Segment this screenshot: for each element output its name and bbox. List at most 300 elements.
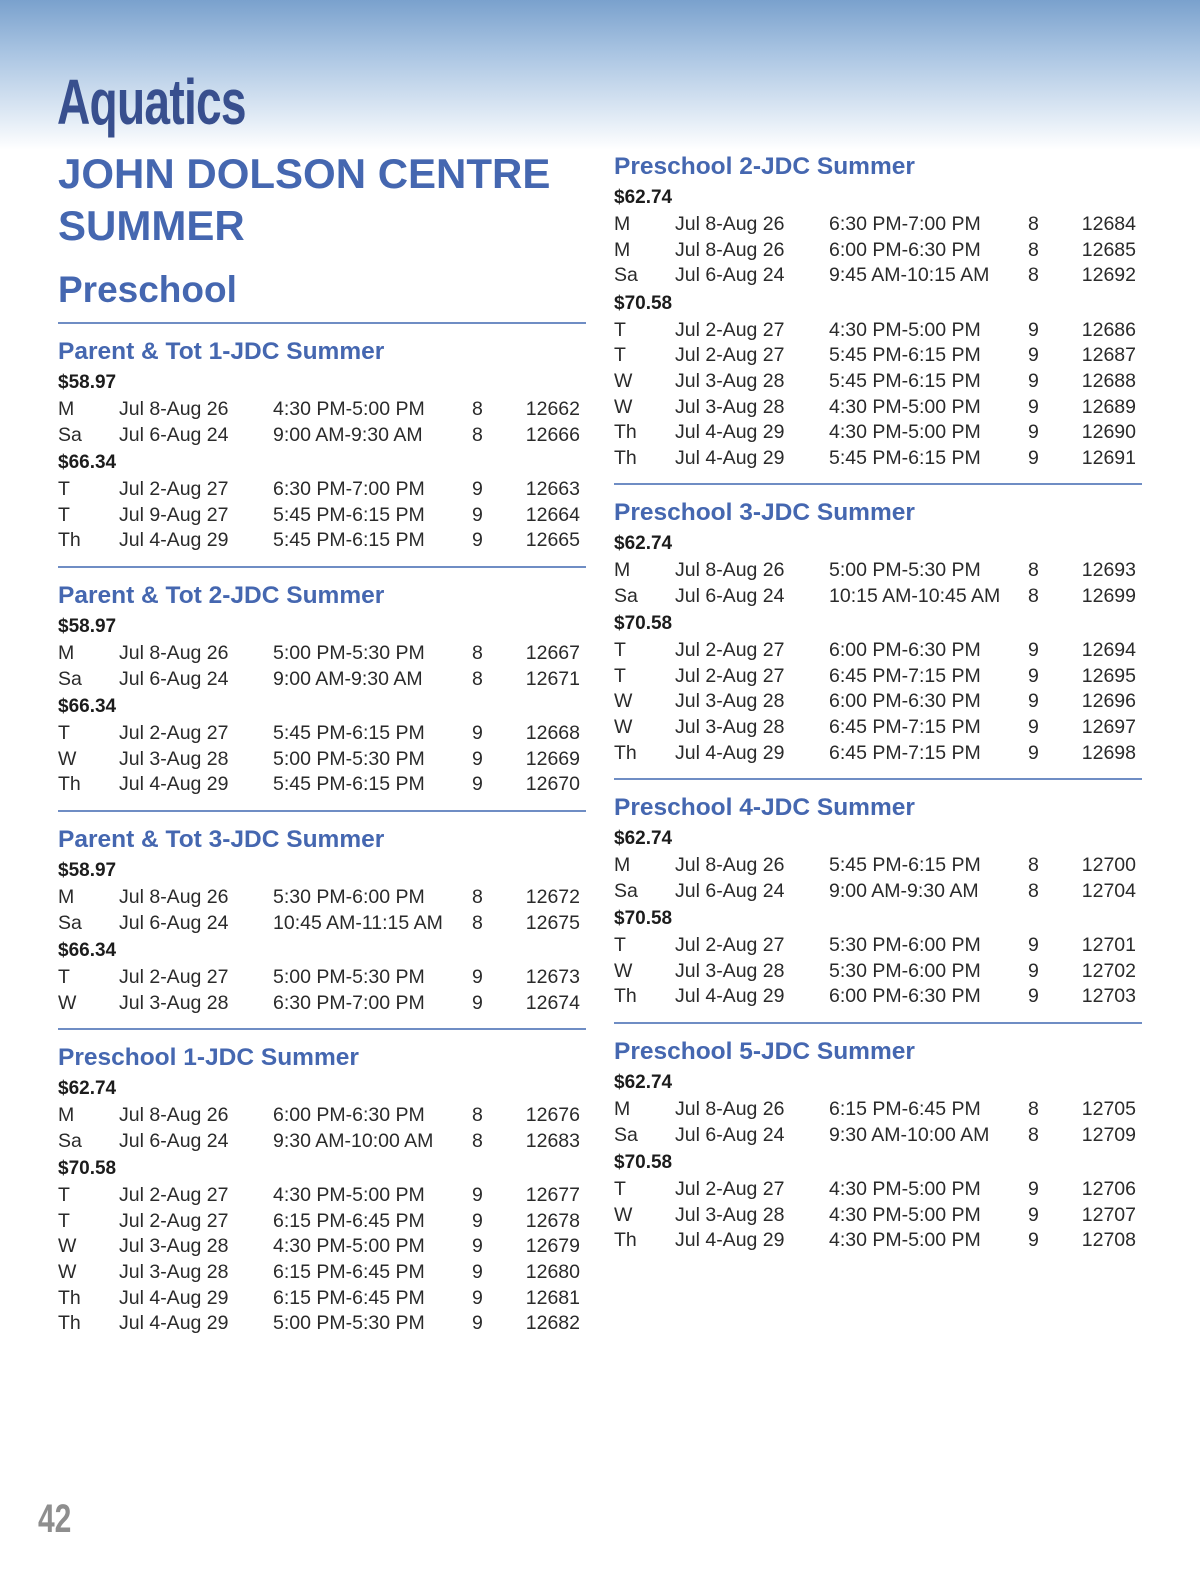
dates-cell: Jul 6-Aug 24 — [119, 911, 229, 934]
schedule-row — [58, 721, 586, 747]
schedule-row — [58, 1260, 586, 1286]
dates-cell: Jul 8-Aug 26 — [675, 213, 785, 235]
price-label: $62.74 — [614, 1072, 673, 1093]
dates-cell: Jul 8-Aug 26 — [675, 559, 785, 581]
schedule-row — [614, 984, 1142, 1010]
program-title: Parent & Tot 2-JDC Summer — [58, 582, 385, 609]
dates-cell: Jul 6-Aug 24 — [675, 1123, 785, 1146]
time-cell: 6:15 PM-6:45 PM — [273, 1286, 425, 1309]
section-divider — [58, 1028, 586, 1030]
day-cell: Th — [614, 741, 637, 764]
sessions-cell: 9 — [1028, 1229, 1039, 1252]
price-label: $70.58 — [614, 613, 673, 635]
price-label: $70.58 — [614, 908, 673, 930]
time-cell: 6:00 PM-6:30 PM — [829, 639, 981, 662]
course-code-cell: 12683 — [525, 1129, 580, 1152]
schedule-row — [614, 238, 1142, 264]
course-code-cell: 12669 — [525, 747, 580, 770]
sessions-cell: 8 — [1028, 854, 1039, 876]
schedule-row — [614, 959, 1142, 985]
day-cell: Sa — [614, 264, 638, 287]
time-cell: 5:45 PM-6:15 PM — [273, 773, 425, 796]
dates-cell: Jul 3-Aug 28 — [675, 1203, 785, 1226]
dates-cell: Jul 4-Aug 29 — [675, 985, 785, 1008]
price-label: $62.74 — [614, 187, 673, 208]
day-cell: Sa — [614, 584, 638, 607]
sessions-cell: 9 — [1028, 1178, 1039, 1201]
schedule-row — [614, 446, 1142, 472]
sessions-cell: 9 — [1028, 446, 1039, 469]
day-cell: T — [614, 639, 626, 662]
time-cell: 4:30 PM-5:00 PM — [273, 1235, 425, 1258]
program-block — [614, 1036, 1142, 1254]
time-cell: 5:45 PM-6:15 PM — [273, 529, 425, 552]
sessions-cell: 8 — [472, 667, 483, 690]
day-cell: M — [614, 1098, 631, 1120]
day-cell: T — [614, 1178, 626, 1201]
schedule-row — [614, 395, 1142, 421]
day-cell: W — [58, 747, 77, 770]
day-cell: T — [614, 934, 626, 957]
course-code-cell: 12699 — [1081, 584, 1136, 607]
sessions-cell: 8 — [1028, 879, 1039, 902]
sessions-cell: 9 — [1028, 664, 1039, 687]
time-cell: 6:00 PM-6:30 PM — [829, 985, 981, 1008]
page-number: 42 — [38, 1497, 72, 1541]
schedule-row — [58, 885, 586, 911]
day-cell: Th — [58, 1286, 81, 1309]
sessions-cell: 8 — [472, 423, 483, 446]
time-cell: 5:00 PM-5:30 PM — [273, 966, 425, 989]
dates-cell: Jul 2-Aug 27 — [675, 1178, 785, 1201]
day-cell: M — [614, 213, 631, 235]
time-cell: 10:45 AM-11:15 AM — [273, 911, 443, 934]
schedule-row — [614, 263, 1142, 289]
sessions-cell: 8 — [472, 642, 483, 664]
section-divider — [614, 778, 1142, 780]
day-cell: Sa — [58, 911, 82, 934]
sessions-cell: 8 — [1028, 584, 1039, 607]
day-cell: M — [58, 1104, 75, 1126]
time-cell: 9:30 AM-10:00 AM — [829, 1123, 990, 1146]
dates-cell: Jul 2-Aug 27 — [119, 1184, 229, 1207]
day-cell: T — [58, 1184, 70, 1207]
time-cell: 4:30 PM-5:00 PM — [829, 1178, 981, 1201]
schedule-row — [614, 1123, 1142, 1149]
time-cell: 5:00 PM-5:30 PM — [273, 642, 425, 664]
course-code-cell: 12667 — [525, 642, 580, 664]
schedule-row — [614, 853, 1142, 879]
dates-cell: Jul 8-Aug 26 — [675, 238, 785, 261]
time-cell: 9:00 AM-9:30 AM — [829, 879, 979, 902]
day-cell: W — [614, 690, 633, 713]
sessions-cell: 9 — [472, 1286, 483, 1309]
course-code-cell: 12679 — [525, 1235, 580, 1258]
sessions-cell: 8 — [1028, 1098, 1039, 1120]
dates-cell: Jul 3-Aug 28 — [675, 959, 785, 982]
sessions-cell: 9 — [472, 529, 483, 552]
schedule-row — [58, 1209, 586, 1235]
schedule-row — [614, 584, 1142, 610]
course-code-cell: 12692 — [1081, 264, 1136, 287]
day-cell: Sa — [614, 1123, 638, 1146]
dates-cell: Jul 2-Aug 27 — [675, 934, 785, 957]
section-divider — [58, 566, 586, 568]
price-label: $62.74 — [58, 1078, 117, 1099]
day-cell: T — [58, 503, 70, 526]
sessions-cell: 8 — [1028, 559, 1039, 581]
day-cell: W — [614, 369, 633, 392]
price-label: $70.58 — [614, 1152, 673, 1174]
program-title: Preschool 3-JDC Summer — [614, 499, 915, 526]
time-cell: 5:30 PM-6:00 PM — [829, 934, 981, 957]
sessions-cell: 8 — [472, 1104, 483, 1126]
schedule-row — [614, 664, 1142, 690]
time-cell: 9:00 AM-9:30 AM — [273, 667, 423, 690]
course-code-cell: 12673 — [525, 966, 580, 989]
schedule-row — [58, 991, 586, 1017]
sessions-cell: 9 — [1028, 639, 1039, 662]
dates-cell: Jul 4-Aug 29 — [119, 773, 229, 796]
day-cell: T — [614, 664, 626, 687]
dates-cell: Jul 4-Aug 29 — [675, 446, 785, 469]
sessions-cell: 8 — [472, 911, 483, 934]
day-cell: Sa — [58, 667, 82, 690]
section-divider — [58, 810, 586, 812]
sessions-cell: 9 — [1028, 318, 1039, 341]
time-cell: 5:00 PM-5:30 PM — [273, 747, 425, 770]
course-code-cell: 12662 — [525, 398, 580, 420]
course-code-cell: 12684 — [1081, 213, 1136, 235]
program-title: Preschool 4-JDC Summer — [614, 794, 915, 821]
sessions-cell: 9 — [472, 1209, 483, 1232]
dates-cell: Jul 4-Aug 29 — [675, 741, 785, 764]
course-code-cell: 12664 — [525, 503, 580, 526]
time-cell: 6:30 PM-7:00 PM — [273, 991, 425, 1014]
schedule-row — [58, 641, 586, 667]
schedule-row — [614, 715, 1142, 741]
dates-cell: Jul 6-Aug 24 — [675, 584, 785, 607]
schedule-row — [58, 477, 586, 503]
time-cell: 6:15 PM-6:45 PM — [829, 1098, 981, 1120]
course-code-cell: 12668 — [525, 722, 580, 745]
dates-cell: Jul 8-Aug 26 — [119, 398, 229, 420]
dates-cell: Jul 6-Aug 24 — [119, 667, 229, 690]
program-title: Preschool 5-JDC Summer — [614, 1038, 915, 1065]
time-cell: 10:15 AM-10:45 AM — [829, 584, 1001, 607]
course-code-cell: 12706 — [1081, 1178, 1136, 1201]
dates-cell: Jul 4-Aug 29 — [119, 529, 229, 552]
time-cell: 6:00 PM-6:30 PM — [829, 690, 981, 713]
course-code-cell: 12681 — [525, 1286, 580, 1309]
day-cell: W — [614, 1203, 633, 1226]
sessions-cell: 9 — [472, 747, 483, 770]
dates-cell: Jul 8-Aug 26 — [119, 642, 229, 664]
dates-cell: Jul 2-Aug 27 — [119, 1209, 229, 1232]
course-code-cell: 12675 — [525, 911, 580, 934]
course-code-cell: 12671 — [525, 667, 580, 690]
dates-cell: Jul 6-Aug 24 — [119, 423, 229, 446]
schedule-row — [58, 397, 586, 423]
sessions-cell: 9 — [472, 503, 483, 526]
time-cell: 5:30 PM-6:00 PM — [273, 886, 425, 908]
schedule-row — [614, 879, 1142, 905]
time-cell: 5:00 PM-5:30 PM — [273, 1312, 425, 1335]
schedule-row — [614, 318, 1142, 344]
dates-cell: Jul 2-Aug 27 — [119, 478, 229, 501]
dates-cell: Jul 2-Aug 27 — [675, 318, 785, 341]
course-code-cell: 12670 — [525, 773, 580, 796]
course-code-cell: 12698 — [1081, 741, 1136, 764]
category-title: Preschool — [58, 269, 237, 310]
day-cell: T — [58, 722, 70, 745]
day-cell: Sa — [58, 423, 82, 446]
dates-cell: Jul 2-Aug 27 — [675, 344, 785, 367]
day-cell: W — [58, 1260, 77, 1283]
schedule-row — [614, 689, 1142, 715]
dates-cell: Jul 4-Aug 29 — [119, 1312, 229, 1335]
time-cell: 5:45 PM-6:15 PM — [829, 344, 981, 367]
sessions-cell: 9 — [1028, 741, 1039, 764]
course-code-cell: 12705 — [1081, 1098, 1136, 1120]
day-cell: W — [58, 1235, 77, 1258]
schedule-row — [614, 343, 1142, 369]
day-cell: Th — [614, 446, 637, 469]
course-code-cell: 12685 — [1081, 238, 1136, 261]
time-cell: 5:45 PM-6:15 PM — [829, 446, 981, 469]
day-cell: T — [58, 966, 70, 989]
day-cell: W — [58, 991, 77, 1014]
course-code-cell: 12703 — [1081, 985, 1136, 1008]
sessions-cell: 9 — [1028, 715, 1039, 738]
day-cell: M — [58, 398, 75, 420]
dates-cell: Jul 4-Aug 29 — [119, 1286, 229, 1309]
course-code-cell: 12677 — [525, 1184, 580, 1207]
day-cell: Sa — [58, 1129, 82, 1152]
schedule-row — [614, 638, 1142, 664]
sessions-cell: 9 — [1028, 690, 1039, 713]
course-code-cell: 12695 — [1081, 664, 1136, 687]
sessions-cell: 8 — [472, 398, 483, 420]
sessions-cell: 8 — [1028, 264, 1039, 287]
program-block — [58, 824, 586, 1016]
day-cell: W — [614, 715, 633, 738]
dates-cell: Jul 9-Aug 27 — [119, 503, 229, 526]
sessions-cell: 9 — [472, 478, 483, 501]
schedule-row — [614, 1228, 1142, 1254]
day-cell: T — [58, 1209, 70, 1232]
program-title: Parent & Tot 1-JDC Summer — [58, 338, 385, 365]
sessions-cell: 9 — [472, 722, 483, 745]
dates-cell: Jul 3-Aug 28 — [119, 747, 229, 770]
dates-cell: Jul 3-Aug 28 — [119, 1235, 229, 1258]
schedule-row — [614, 1097, 1142, 1123]
page-title: JOHN DOLSON CENTRE SUMMER — [58, 150, 551, 249]
schedule-row — [58, 503, 586, 529]
program-block — [58, 580, 586, 798]
schedule-row — [614, 212, 1142, 238]
schedule-row — [614, 1177, 1142, 1203]
price-label: $66.34 — [58, 452, 117, 474]
schedule-row — [58, 1234, 586, 1260]
dates-cell: Jul 8-Aug 26 — [119, 1104, 229, 1126]
sessions-cell: 9 — [472, 1312, 483, 1335]
section-divider — [58, 322, 586, 324]
program-title: Preschool 2-JDC Summer — [614, 153, 915, 180]
sessions-cell: 8 — [1028, 213, 1039, 235]
program-title: Parent & Tot 3-JDC Summer — [58, 826, 385, 853]
day-cell: W — [614, 959, 633, 982]
time-cell: 6:30 PM-7:00 PM — [829, 213, 981, 235]
schedule-row — [58, 747, 586, 773]
dates-cell: Jul 6-Aug 24 — [119, 1129, 229, 1152]
time-cell: 4:30 PM-5:00 PM — [829, 1203, 981, 1226]
price-label: $70.58 — [614, 292, 673, 314]
price-label: $66.34 — [58, 940, 117, 962]
sessions-cell: 9 — [1028, 1203, 1039, 1226]
program-block — [58, 1042, 586, 1337]
schedule-row — [58, 667, 586, 693]
price-label: $70.58 — [58, 1158, 117, 1180]
course-code-cell: 12696 — [1081, 690, 1136, 713]
time-cell: 4:30 PM-5:00 PM — [273, 1184, 425, 1207]
course-code-cell: 12666 — [525, 423, 580, 446]
schedule-row — [58, 911, 586, 937]
course-code-cell: 12708 — [1081, 1229, 1136, 1252]
course-code-cell: 12687 — [1081, 344, 1136, 367]
sessions-cell: 9 — [472, 991, 483, 1014]
price-label: $58.97 — [58, 860, 117, 881]
time-cell: 6:30 PM-7:00 PM — [273, 478, 425, 501]
course-code-cell: 12690 — [1081, 421, 1136, 444]
price-label: $58.97 — [58, 372, 117, 393]
program-block — [614, 151, 1142, 471]
section-divider — [614, 483, 1142, 485]
day-cell: Th — [58, 1312, 81, 1335]
sessions-cell: 9 — [1028, 369, 1039, 392]
course-code-cell: 12688 — [1081, 369, 1136, 392]
time-cell: 4:30 PM-5:00 PM — [829, 421, 981, 444]
sessions-cell: 8 — [472, 886, 483, 908]
sessions-cell: 9 — [1028, 344, 1039, 367]
schedule-row — [614, 369, 1142, 395]
dates-cell: Jul 4-Aug 29 — [675, 1229, 785, 1252]
day-cell: M — [614, 238, 631, 261]
schedule-row — [614, 933, 1142, 959]
schedule-row — [58, 423, 586, 449]
day-cell: Th — [58, 529, 81, 552]
sessions-cell: 9 — [1028, 395, 1039, 418]
program-block — [614, 792, 1142, 1010]
time-cell: 6:45 PM-7:15 PM — [829, 664, 981, 687]
course-code-cell: 12663 — [525, 478, 580, 501]
schedule-row — [614, 741, 1142, 767]
sessions-cell: 9 — [472, 773, 483, 796]
course-code-cell: 12700 — [1081, 854, 1136, 876]
course-code-cell: 12674 — [525, 991, 580, 1014]
dates-cell: Jul 2-Aug 27 — [119, 966, 229, 989]
time-cell: 6:45 PM-7:15 PM — [829, 715, 981, 738]
time-cell: 4:30 PM-5:00 PM — [829, 318, 981, 341]
course-code-cell: 12707 — [1081, 1203, 1136, 1226]
price-label: $62.74 — [614, 828, 673, 849]
time-cell: 5:45 PM-6:15 PM — [829, 854, 981, 876]
schedule-row — [58, 1183, 586, 1209]
dates-cell: Jul 3-Aug 28 — [119, 991, 229, 1014]
program-block — [58, 336, 586, 554]
course-code-cell: 12693 — [1081, 559, 1136, 581]
price-label: $58.97 — [58, 616, 117, 637]
course-code-cell: 12689 — [1081, 395, 1136, 418]
dates-cell: Jul 6-Aug 24 — [675, 879, 785, 902]
time-cell: 6:15 PM-6:45 PM — [273, 1209, 425, 1232]
sessions-cell: 8 — [472, 1129, 483, 1152]
time-cell: 4:30 PM-5:00 PM — [829, 1229, 981, 1252]
sessions-cell: 9 — [472, 1235, 483, 1258]
price-label: $66.34 — [58, 696, 117, 718]
day-cell: M — [58, 642, 75, 664]
time-cell: 6:45 PM-7:15 PM — [829, 741, 981, 764]
day-cell: Th — [614, 421, 637, 444]
course-code-cell: 12686 — [1081, 318, 1136, 341]
dates-cell: Jul 2-Aug 27 — [675, 639, 785, 662]
day-cell: M — [614, 854, 631, 876]
course-code-cell: 12682 — [525, 1312, 580, 1335]
dates-cell: Jul 2-Aug 27 — [675, 664, 785, 687]
dates-cell: Jul 6-Aug 24 — [675, 264, 785, 287]
dates-cell: Jul 2-Aug 27 — [119, 722, 229, 745]
schedule-row — [58, 1129, 586, 1155]
course-code-cell: 12678 — [525, 1209, 580, 1232]
time-cell: 5:45 PM-6:15 PM — [829, 369, 981, 392]
course-code-cell: 12680 — [525, 1260, 580, 1283]
schedule-row — [58, 1286, 586, 1312]
day-cell: Sa — [614, 879, 638, 902]
course-code-cell: 12665 — [525, 529, 580, 552]
dates-cell: Jul 8-Aug 26 — [675, 854, 785, 876]
day-cell: W — [614, 395, 633, 418]
day-cell: Th — [614, 985, 637, 1008]
sessions-cell: 9 — [472, 1184, 483, 1207]
sessions-cell: 9 — [472, 1260, 483, 1283]
schedule-row — [614, 1203, 1142, 1229]
schedule-row — [614, 420, 1142, 446]
sessions-cell: 9 — [1028, 985, 1039, 1008]
price-label: $62.74 — [614, 533, 673, 554]
dates-cell: Jul 8-Aug 26 — [675, 1098, 785, 1120]
schedule-row — [58, 965, 586, 991]
program-title: Preschool 1-JDC Summer — [58, 1044, 359, 1071]
program-block — [614, 497, 1142, 766]
dates-cell: Jul 4-Aug 29 — [675, 421, 785, 444]
schedule-row — [614, 558, 1142, 584]
dates-cell: Jul 3-Aug 28 — [675, 690, 785, 713]
schedule-row — [58, 528, 586, 554]
dates-cell: Jul 3-Aug 28 — [119, 1260, 229, 1283]
day-cell: M — [614, 559, 631, 581]
schedule-row — [58, 1311, 586, 1337]
section-divider — [614, 1022, 1142, 1024]
time-cell: 5:00 PM-5:30 PM — [829, 559, 981, 581]
day-cell: T — [614, 318, 626, 341]
course-code-cell: 12691 — [1081, 446, 1136, 469]
course-code-cell: 12702 — [1081, 959, 1136, 982]
course-code-cell: 12709 — [1081, 1123, 1136, 1146]
time-cell: 6:15 PM-6:45 PM — [273, 1260, 425, 1283]
section-label: Aquatics — [57, 66, 246, 138]
course-code-cell: 12697 — [1081, 715, 1136, 738]
sessions-cell: 9 — [1028, 421, 1039, 444]
